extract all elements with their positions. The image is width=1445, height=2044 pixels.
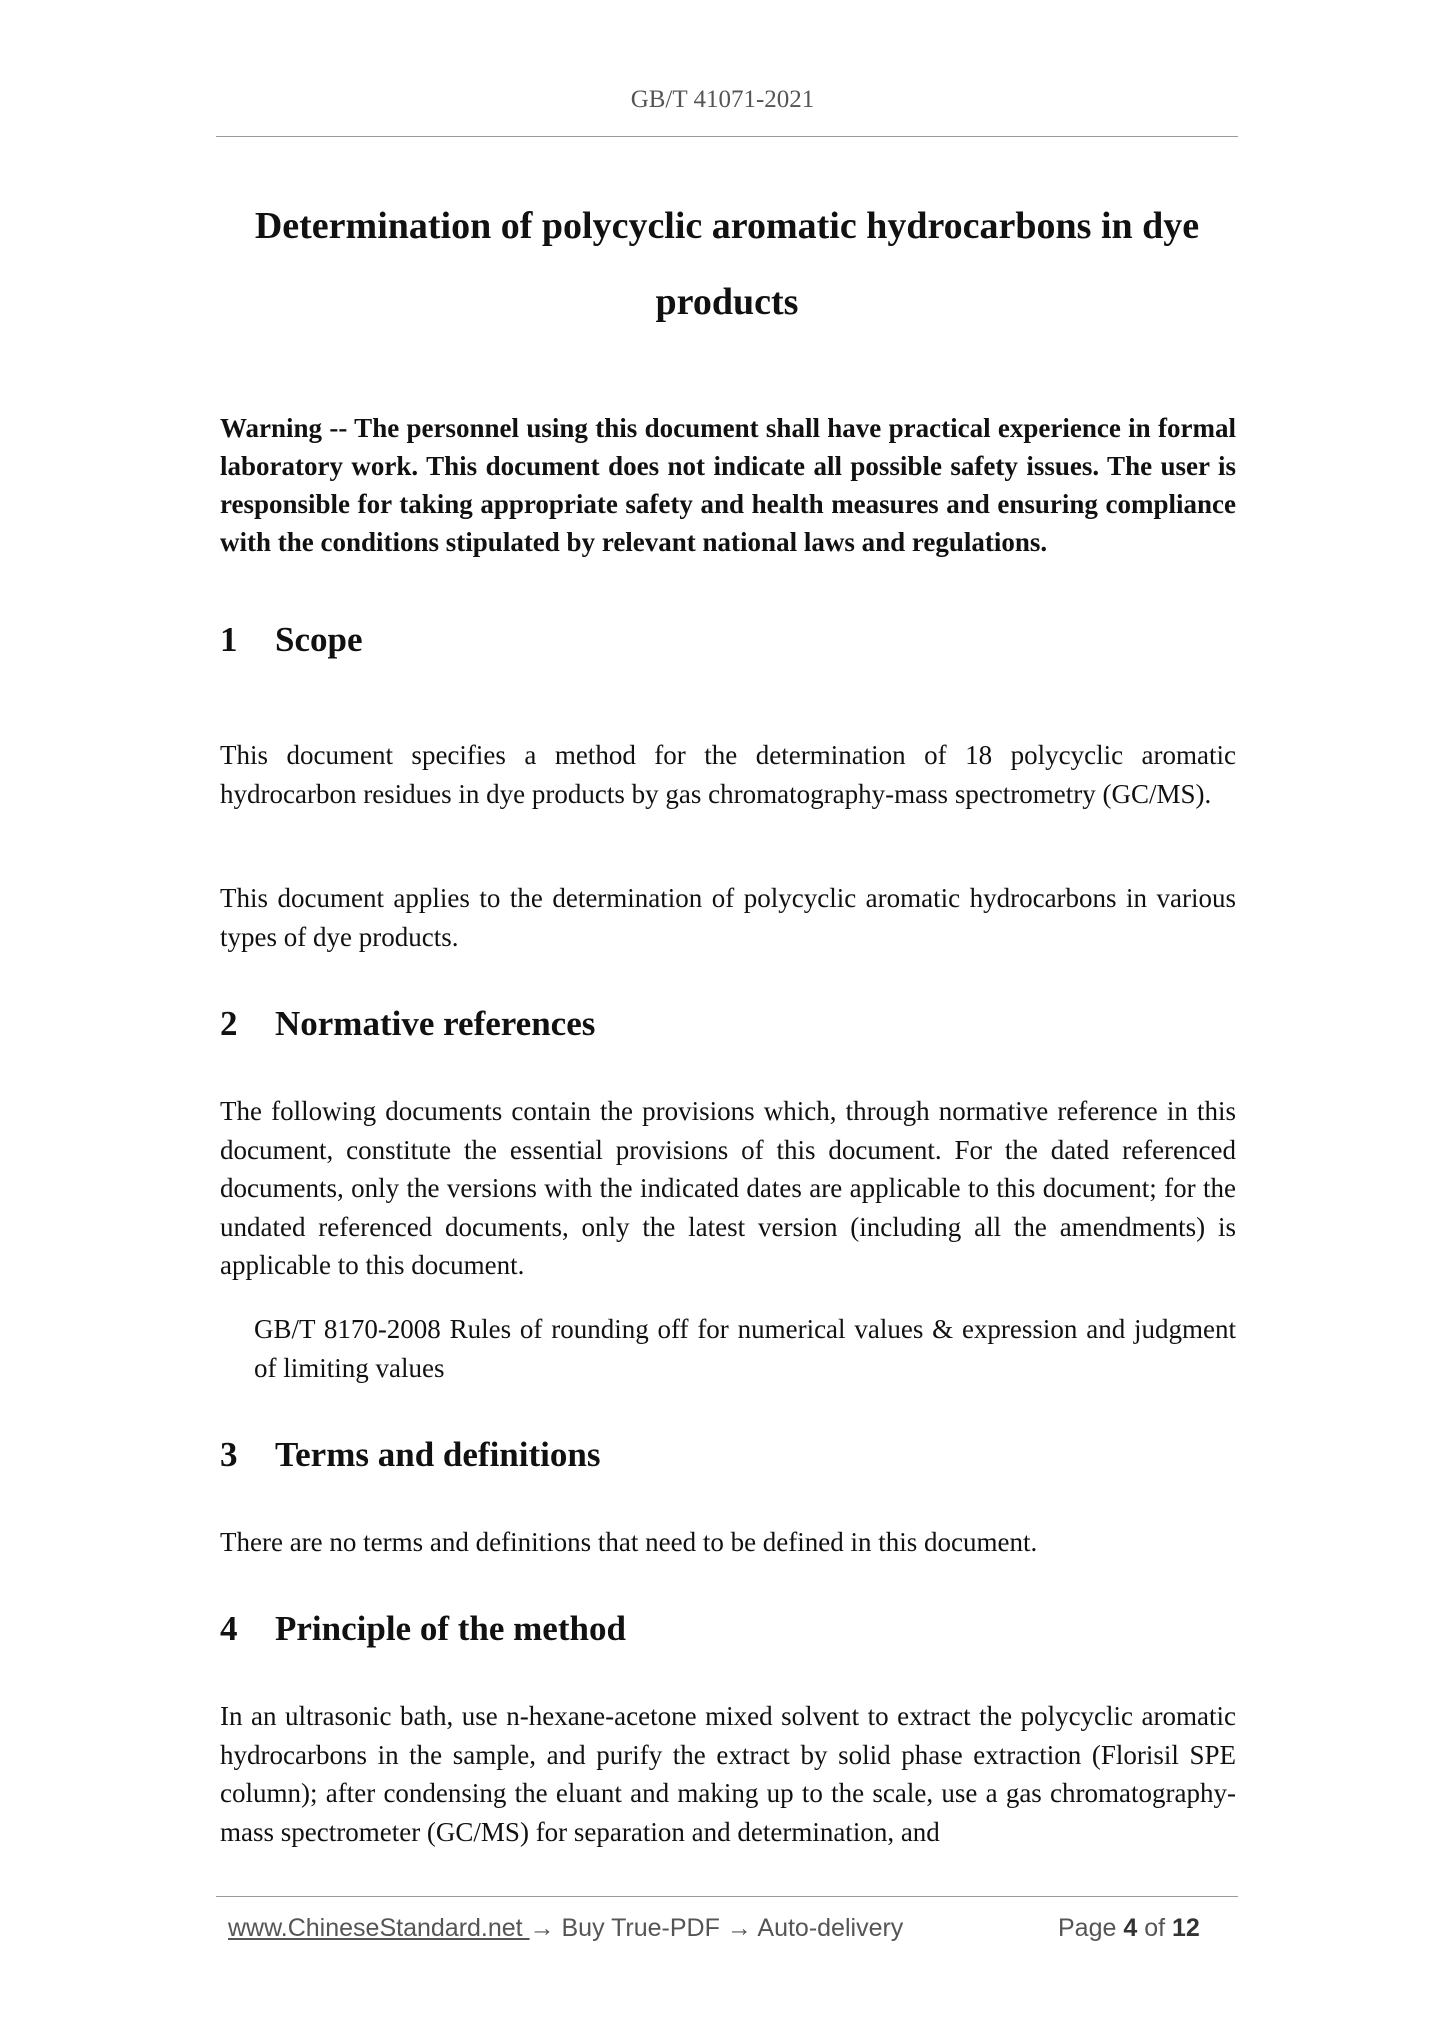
chinesestandard-link[interactable]: www.ChineseStandard.net bbox=[228, 1914, 530, 1942]
page-of: of bbox=[1144, 1914, 1166, 1942]
page-number bbox=[1058, 1914, 1200, 1943]
section-number: 3 bbox=[220, 1435, 238, 1474]
footer-promo bbox=[228, 1914, 903, 1943]
terms-definitions-paragraph: There are no terms and definitions that need to be defined in this document. bbox=[220, 1527, 1038, 1557]
scope-paragraph-2: This document applies to the determination of polycyclic aromatic hydrocarbons in various types of dye products. bbox=[220, 883, 1236, 952]
section-heading-terms-definitions bbox=[220, 1433, 600, 1477]
footer-divider bbox=[216, 1896, 1238, 1897]
section-heading-scope bbox=[220, 618, 363, 662]
section-number: 4 bbox=[220, 1609, 238, 1648]
auto-delivery-text: Auto-delivery bbox=[751, 1914, 904, 1942]
page-total: 12 bbox=[1172, 1914, 1200, 1942]
header-divider bbox=[216, 136, 1238, 137]
section-title: Scope bbox=[275, 620, 363, 659]
arrow-right-icon: → bbox=[726, 1914, 752, 1942]
section-heading-normative-references bbox=[220, 1002, 595, 1046]
section-title: Terms and definitions bbox=[275, 1435, 601, 1474]
principle-paragraph: In an ultrasonic bath, use n-hexane-acetone mixed solvent to extract the polycyclic aromatic hydrocarbons in the sample, and purify the extract by solid phase extraction (Florisil SPE column); after condensing the eluant and making up to the scale, use a gas chromatography-mass spectrometer (GC/MS) for separation and determination, and bbox=[220, 1701, 1236, 1847]
document-title: Determination of polycyclic aromatic hydrocarbons in dye products bbox=[254, 205, 1200, 323]
normative-references-paragraph: The following documents contain the provisions which, through normative reference in this document, constitute the essential provisions of this document. For the dated referenced documents, only the versions with the indicated dates are applicable to this document; for the undated referenced documents, only the latest version (including all the amendments) is applicable to this document. bbox=[220, 1096, 1236, 1280]
normative-reference-item: GB/T 8170-2008 Rules of rounding off for numerical values & expression and judgment of limiting values bbox=[254, 1314, 1236, 1383]
scope-paragraph-1: This document specifies a method for the determination of 18 polycyclic aromatic hydrocarbon residues in dye products by gas chromatography-mass spectrometry (GC/MS). bbox=[220, 740, 1236, 809]
section-number: 2 bbox=[220, 1004, 238, 1043]
page-current: 4 bbox=[1123, 1914, 1138, 1942]
section-heading-principle bbox=[220, 1607, 626, 1651]
arrow-right-icon: → bbox=[529, 1914, 555, 1942]
section-title: Normative references bbox=[275, 1004, 596, 1043]
section-number: 1 bbox=[220, 620, 238, 659]
buy-true-pdf-text: Buy True-PDF bbox=[554, 1914, 727, 1942]
warning-notice: Warning -- The personnel using this document shall have practical experience in formal laboratory work. This document does not indicate all possible safety issues. The user is responsible for taking appropriate safety and health measures and ensuring compliance with the conditions stipulated by relevant national laws and regulations. bbox=[220, 413, 1236, 557]
section-title: Principle of the method bbox=[275, 1609, 626, 1648]
standard-code-header: GB/T 41071-2021 bbox=[630, 86, 815, 113]
page-label: Page bbox=[1058, 1914, 1117, 1942]
